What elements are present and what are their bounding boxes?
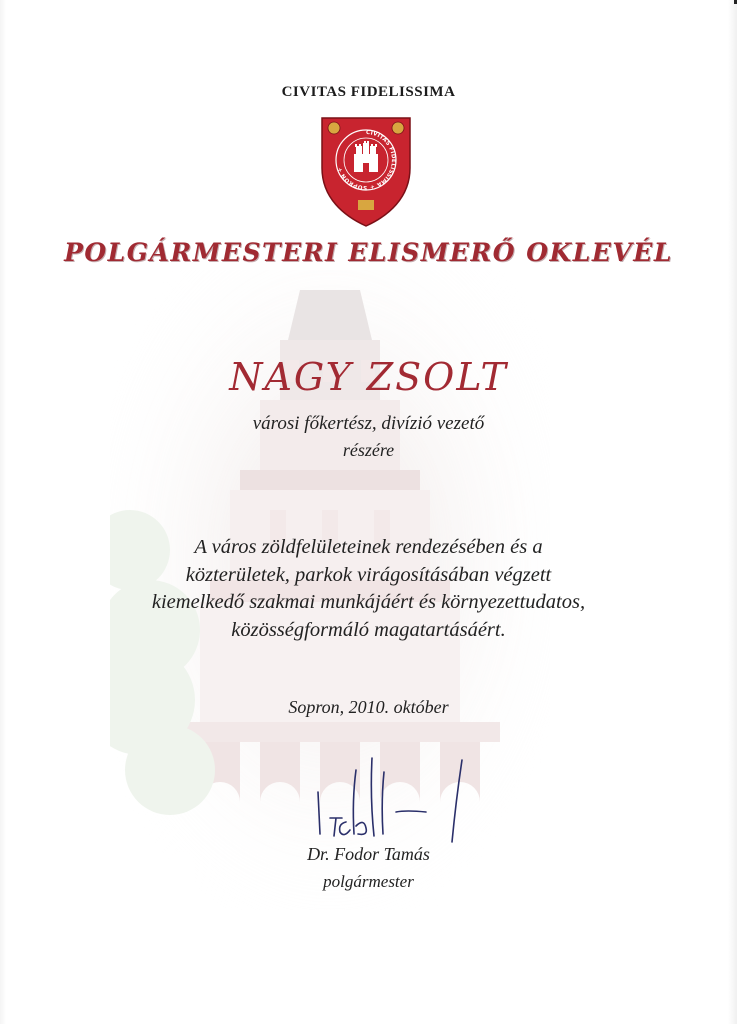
place-and-date: Sopron, 2010. október [288,697,449,717]
handwritten-signature-icon [312,752,482,844]
svg-text:CIVITAS FIDELISSIMA + SOPRON +: CIVITAS FIDELISSIMA + SOPRON + [336,129,397,191]
citation-text [0,534,737,644]
signer-title: polgármester [323,872,414,891]
signer-name: Dr. Fodor Tamás [307,844,430,864]
header-motto: CIVITAS FIDELISSIMA [281,84,456,100]
citation-line: közösségformáló magatartásáért. [231,618,506,641]
recipient-for-label: részére [342,440,395,460]
recipient-role: városi főkertész, divízió vezető [252,413,485,434]
citation-line: kiemelkedő szakmai munkájáért és környezettudatos, [151,591,586,613]
sopron-coat-of-arms-icon [320,116,412,228]
recipient-name: NAGY ZSOLT [229,355,508,399]
citation-line: A város zöldfelületeinek rendezésében és a [194,536,543,558]
certificate-title: POLGÁRMESTERI ELISMERŐ OKLEVÉL [64,238,673,267]
citation-line: közterületek, parkok virágosításában végzett [185,563,552,586]
